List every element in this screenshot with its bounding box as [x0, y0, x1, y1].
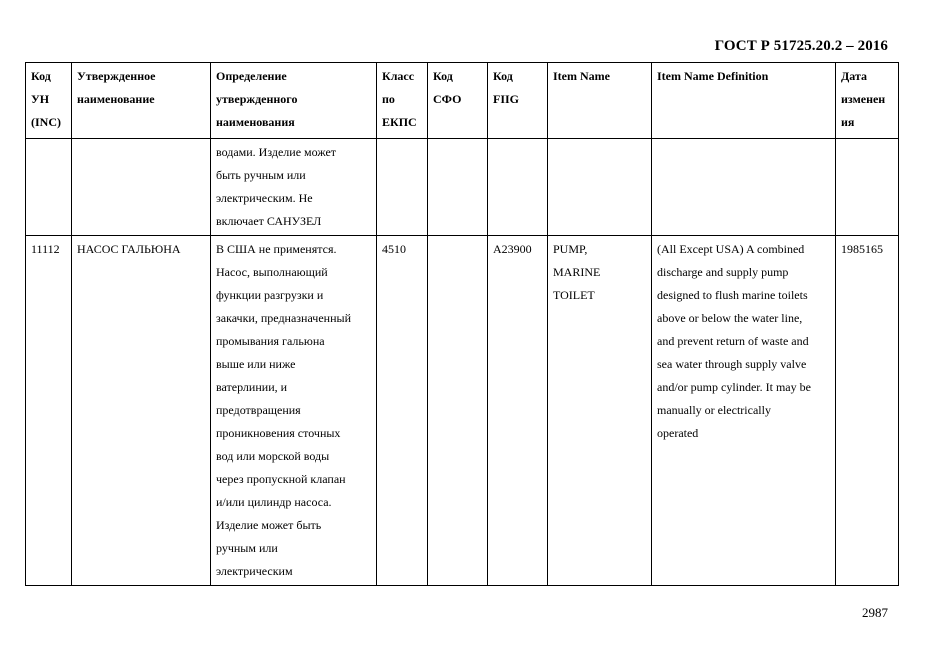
cell-item-name-definition: (All Except USA) A combined discharge and supply pump designed to flush marine toilets above or below the water line, and prevent return of waste and sea water through supply valve and/or pump cylinder. It may be manually or electrically operated [652, 236, 836, 586]
cell-change-date [836, 139, 899, 236]
col-header-fiig-code: Код FIIG [488, 63, 548, 139]
table-row [26, 236, 899, 586]
cell-ekps-class: 4510 [377, 236, 428, 586]
cell-fiig-code [488, 139, 548, 236]
document-standard-header: ГОСТ Р 51725.20.2 – 2016 [714, 38, 888, 54]
cell-sfo-code [428, 139, 488, 236]
cell-approved-name: НАСОС ГАЛЬЮНА [72, 236, 211, 586]
table-header-row [26, 63, 899, 139]
cell-approved-name [72, 139, 211, 236]
cell-item-name: PUMP, MARINE TOILET [548, 236, 652, 586]
cell-fiig-code: A23900 [488, 236, 548, 586]
col-header-change-date: Дата изменен ия [836, 63, 899, 139]
cell-change-date: 1985165 [836, 236, 899, 586]
cell-definition: водами. Изделие может быть ручным или электрическим. Не включает САНУЗЕЛ [211, 139, 377, 236]
col-header-definition: Определение утвержденного наименования [211, 63, 377, 139]
catalog-table [25, 62, 899, 586]
col-header-item-name: Item Name [548, 63, 652, 139]
col-header-inc: Код УН (INC) [26, 63, 72, 139]
cell-sfo-code [428, 236, 488, 586]
page-number: 2987 [862, 605, 888, 620]
cell-item-name-definition [652, 139, 836, 236]
col-header-sfo-code: Код СФО [428, 63, 488, 139]
cell-ekps-class [377, 139, 428, 236]
cell-inc: 11112 [26, 236, 72, 586]
col-header-item-name-definition: Item Name Definition [652, 63, 836, 139]
table-row [26, 139, 899, 236]
col-header-approved-name: Утвержденное наименование [72, 63, 211, 139]
cell-item-name [548, 139, 652, 236]
col-header-ekps-class: Класс по ЕКПС [377, 63, 428, 139]
cell-definition: В США не применятся. Насос, выполнающий функции разгрузки и закачки, предназначенный промывания гальюна выше или ниже ватерлинии, и предотвращения проникновения сточных вод или морской воды через пропускной клапан и/или цилиндр насоса. Изделие может быть ручным или электрическим [211, 236, 377, 586]
cell-inc [26, 139, 72, 236]
